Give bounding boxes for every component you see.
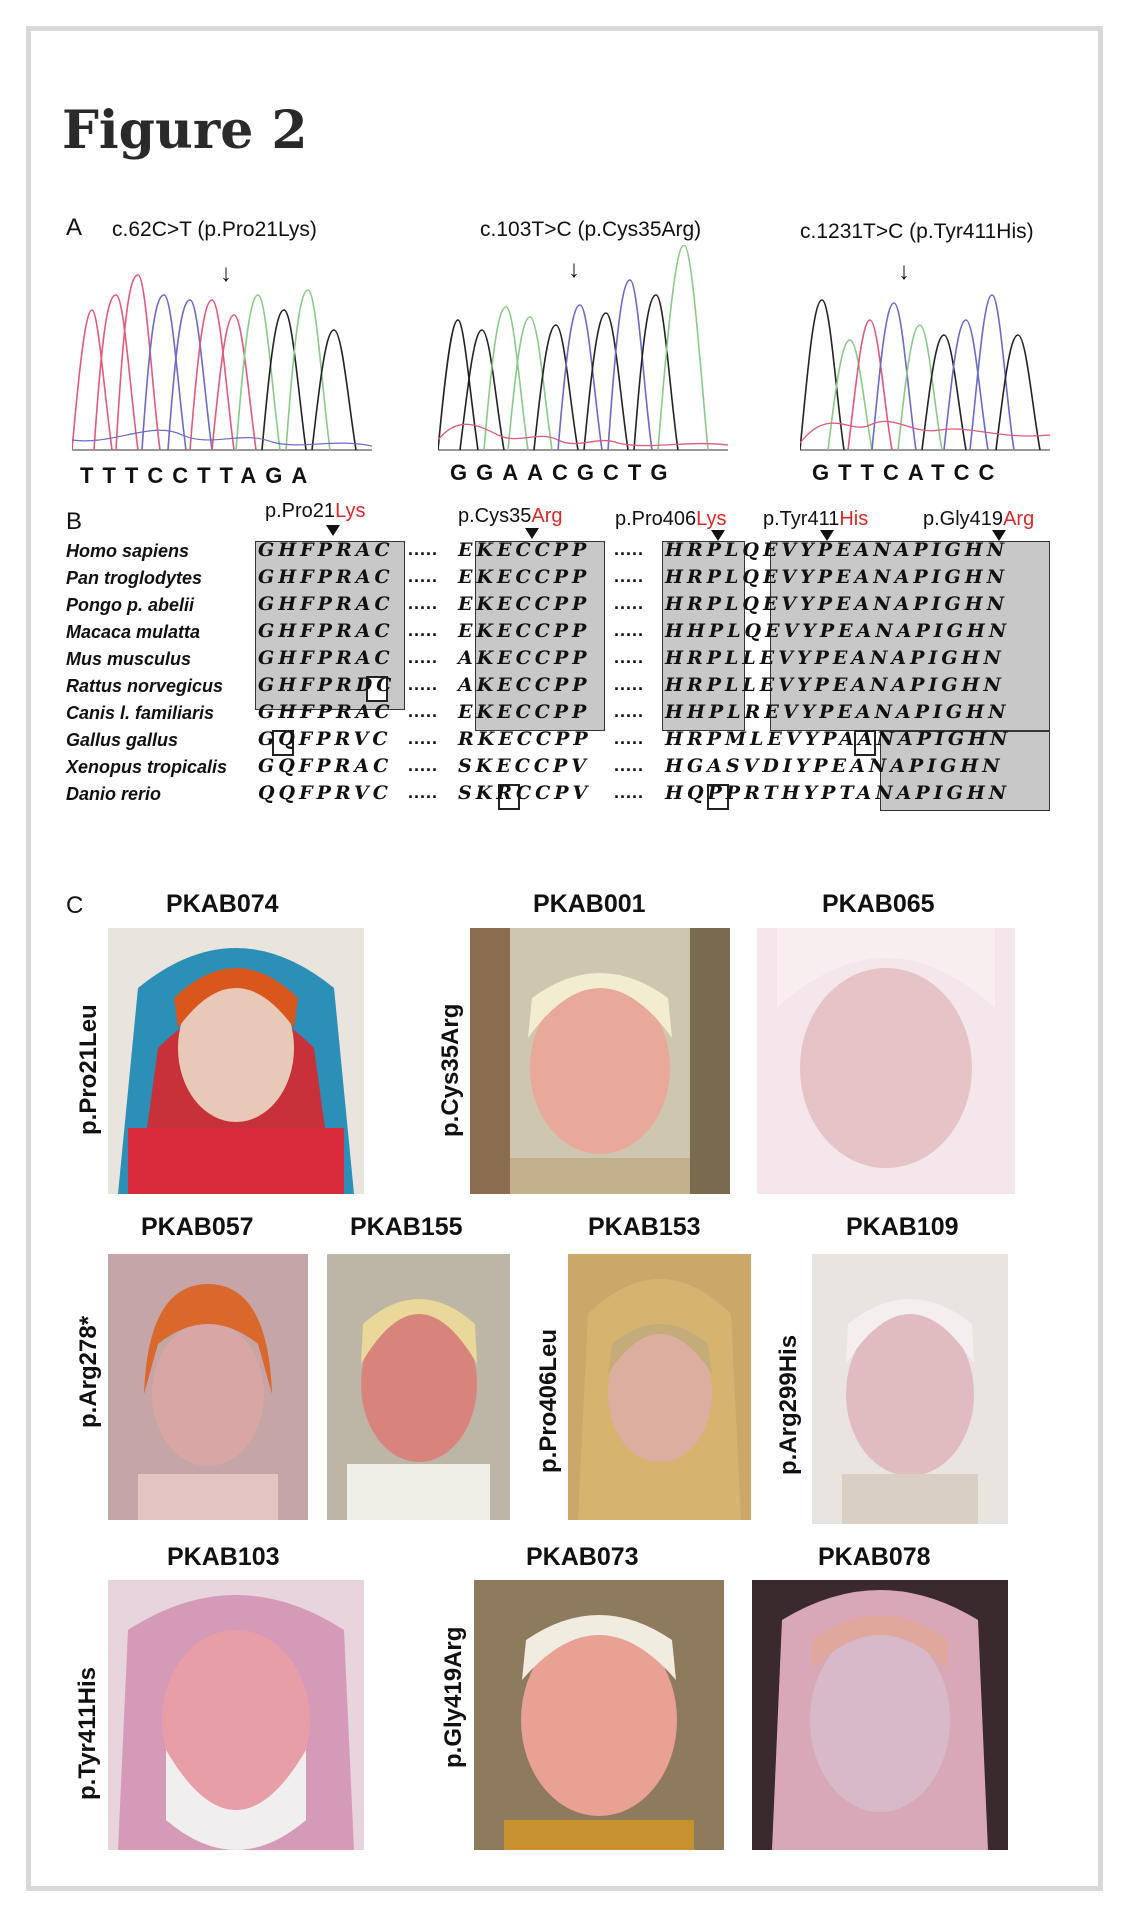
patient-label-pkab065: PKAB065 bbox=[822, 890, 935, 918]
position-pro21: p.Pro21Lys bbox=[265, 500, 366, 522]
sequence-segment-2: AKECCPP bbox=[458, 647, 591, 669]
patient-photo-pkab153 bbox=[568, 1254, 751, 1520]
alignment-gap-dots: ..... bbox=[614, 728, 645, 748]
sequence-segment-3: HRPMLEVYPAANAPIGHN bbox=[665, 728, 1012, 750]
patient-photo-pkab078 bbox=[752, 1580, 1008, 1850]
alignment-gap-dots: ..... bbox=[408, 539, 439, 559]
mutation-label-arg299his: p.Arg299His bbox=[775, 1334, 802, 1475]
patient-label-pkab153: PKAB153 bbox=[588, 1213, 701, 1241]
patient-label-pkab073: PKAB073 bbox=[526, 1543, 639, 1571]
panel-b-letter: B bbox=[66, 508, 83, 535]
sequence-segment-3: HRPLQEVYPEANAPIGHN bbox=[665, 566, 1009, 588]
alignment-gap-dots: ..... bbox=[408, 782, 439, 802]
alignment-gap-dots: ..... bbox=[408, 620, 439, 640]
patient-photo-pkab155 bbox=[327, 1254, 510, 1520]
species-name: Xenopus tropicalis bbox=[66, 757, 228, 777]
patient-photo-pkab109 bbox=[812, 1254, 1008, 1524]
patient-label-pkab155: PKAB155 bbox=[350, 1213, 463, 1241]
sequence-segment-3: HGASVDIYPEANAPIGHN bbox=[665, 755, 1004, 777]
sequence-segment-3: HRPLLEVYPEANAPIGHN bbox=[665, 674, 1005, 696]
sequence-segment-3: HQPPRTHYPTANAPIGHN bbox=[665, 782, 1011, 804]
patient-label-pkab103: PKAB103 bbox=[167, 1543, 280, 1571]
sequence-segment-3: HHPLQEVYPEANAPIGHN bbox=[665, 620, 1011, 642]
position-gly419: p.Gly419Arg bbox=[923, 508, 1035, 530]
cys35-marker-icon bbox=[525, 528, 539, 539]
alignment-gap-dots: ..... bbox=[614, 701, 645, 721]
sequence-segment-3: HHPLREVYPEANAPIGHN bbox=[665, 701, 1010, 723]
panel-a-letter: A bbox=[66, 214, 83, 241]
alignment-gap-dots: ..... bbox=[614, 755, 645, 775]
chromatogram-2-bases: GGAACGCTG bbox=[450, 460, 677, 485]
sequence-segment-1: GHFPRAC bbox=[258, 566, 394, 588]
mutation-label-cys35arg: p.Cys35Arg bbox=[437, 1003, 464, 1137]
alignment-gap-dots: ..... bbox=[408, 674, 439, 694]
species-name: Pongo p. abelii bbox=[66, 595, 195, 615]
sequence-segment-1: GHFPRAC bbox=[258, 539, 394, 561]
alignment-gap-dots: ..... bbox=[614, 782, 645, 802]
chromatogram-3 bbox=[800, 285, 1050, 455]
sequence-segment-2: AKECCPP bbox=[458, 674, 591, 696]
alignment-gap-dots: ..... bbox=[408, 593, 439, 613]
sequence-segment-2: RKECCPP bbox=[458, 728, 592, 750]
chromatogram-1 bbox=[72, 270, 372, 455]
mutation-label-gly419arg: p.Gly419Arg bbox=[440, 1626, 467, 1768]
species-name: Rattus norvegicus bbox=[66, 676, 224, 696]
species-name: Canis l. familiaris bbox=[66, 703, 215, 723]
alignment-gap-dots: ..... bbox=[614, 566, 645, 586]
species-name: Gallus gallus bbox=[66, 730, 179, 750]
patient-label-pkab057: PKAB057 bbox=[141, 1213, 254, 1241]
alignment-gap-dots: ..... bbox=[408, 755, 439, 775]
mutation-label-pro21leu: p.Pro21Leu bbox=[75, 1004, 102, 1135]
patient-photo-pkab074 bbox=[108, 928, 364, 1194]
sequence-segment-1: GHFPRAC bbox=[258, 620, 394, 642]
species-name: Macaca mulatta bbox=[66, 622, 201, 642]
position-tyr411: p.Tyr411His bbox=[763, 508, 869, 530]
sequence-segment-2: EKECCPP bbox=[458, 539, 591, 561]
alignment-gap-dots: ..... bbox=[614, 674, 645, 694]
panel-c-letter: C bbox=[66, 892, 84, 919]
chromatogram-2-mutation: c.103T>C (p.Cys35Arg) bbox=[480, 218, 702, 241]
patient-photo-pkab103 bbox=[108, 1580, 364, 1850]
species-name: Danio rerio bbox=[66, 784, 162, 804]
chromatogram-1-bases: TTTCCTTAGA bbox=[80, 463, 317, 488]
sequence-segment-2: EKECCPP bbox=[458, 620, 591, 642]
chromatogram-1-arrow-icon: ↓ bbox=[220, 260, 232, 287]
pro21-marker-icon bbox=[326, 525, 340, 536]
sequence-segment-3: HRPLQEVYPEANAPIGHN bbox=[665, 593, 1009, 615]
position-cys35: p.Cys35Arg bbox=[458, 505, 563, 527]
sequence-segment-3: HRPLQEVYPEANAPIGHN bbox=[665, 539, 1009, 561]
sequence-segment-1: GQFPRAC bbox=[258, 755, 393, 777]
species-name: Homo sapiens bbox=[66, 541, 190, 561]
figure-title: Figure 2 bbox=[62, 100, 308, 161]
chromatogram-1-mutation: c.62C>T (p.Pro21Lys) bbox=[112, 218, 317, 241]
chromatogram-3-mutation: c.1231T>C (p.Tyr411His) bbox=[800, 220, 1034, 243]
sequence-segment-2: SKRCCPV bbox=[458, 782, 592, 804]
alignment-gap-dots: ..... bbox=[614, 539, 645, 559]
sequence-segment-1: GHFPRDC bbox=[258, 674, 396, 696]
sequence-segment-2: EKECCPP bbox=[458, 593, 591, 615]
patient-label-pkab001: PKAB001 bbox=[533, 890, 646, 918]
sequence-segment-1: QQFPRVC bbox=[258, 782, 392, 804]
mutation-label-pro406leu: p.Pro406Leu bbox=[535, 1328, 562, 1473]
chromatogram-2-arrow-icon: ↓ bbox=[568, 256, 580, 283]
patient-photo-pkab001 bbox=[470, 928, 730, 1194]
sequence-segment-1: GHFPRAC bbox=[258, 701, 394, 723]
sequence-segment-1: GQFPRVC bbox=[258, 728, 392, 750]
species-name: Pan troglodytes bbox=[66, 568, 203, 588]
position-pro406: p.Pro406Lys bbox=[615, 508, 727, 530]
sequence-segment-1: GHFPRAC bbox=[258, 647, 394, 669]
chromatogram-2 bbox=[438, 245, 728, 455]
alignment-gap-dots: ..... bbox=[614, 593, 645, 613]
alignment-gap-dots: ..... bbox=[614, 620, 645, 640]
sequence-segment-2: EKECCPP bbox=[458, 566, 591, 588]
patient-label-pkab109: PKAB109 bbox=[846, 1213, 959, 1241]
patient-photo-pkab065 bbox=[757, 928, 1015, 1194]
sequence-segment-2: SKECCPV bbox=[458, 755, 590, 777]
mutation-label-arg278: p.Arg278* bbox=[75, 1315, 102, 1428]
sequence-segment-1: GHFPRAC bbox=[258, 593, 394, 615]
chromatogram-3-arrow-icon: ↓ bbox=[898, 258, 910, 285]
sequence-segment-3: HRPLLEVYPEANAPIGHN bbox=[665, 647, 1005, 669]
species-name: Mus musculus bbox=[66, 649, 192, 669]
alignment-gap-dots: ..... bbox=[614, 647, 645, 667]
alignment-gap-dots: ..... bbox=[408, 728, 439, 748]
chromatogram-3-bases: GTTCATCC bbox=[812, 460, 1004, 485]
patient-label-pkab078: PKAB078 bbox=[818, 1543, 931, 1571]
patient-label-pkab074: PKAB074 bbox=[166, 890, 279, 918]
patient-photo-pkab057 bbox=[108, 1254, 308, 1520]
patient-photo-pkab073 bbox=[474, 1580, 724, 1850]
mutation-label-tyr411his: p.Tyr411His bbox=[74, 1667, 101, 1800]
alignment-gap-dots: ..... bbox=[408, 647, 439, 667]
alignment-gap-dots: ..... bbox=[408, 566, 439, 586]
sequence-segment-2: EKECCPP bbox=[458, 701, 591, 723]
alignment-gap-dots: ..... bbox=[408, 701, 439, 721]
